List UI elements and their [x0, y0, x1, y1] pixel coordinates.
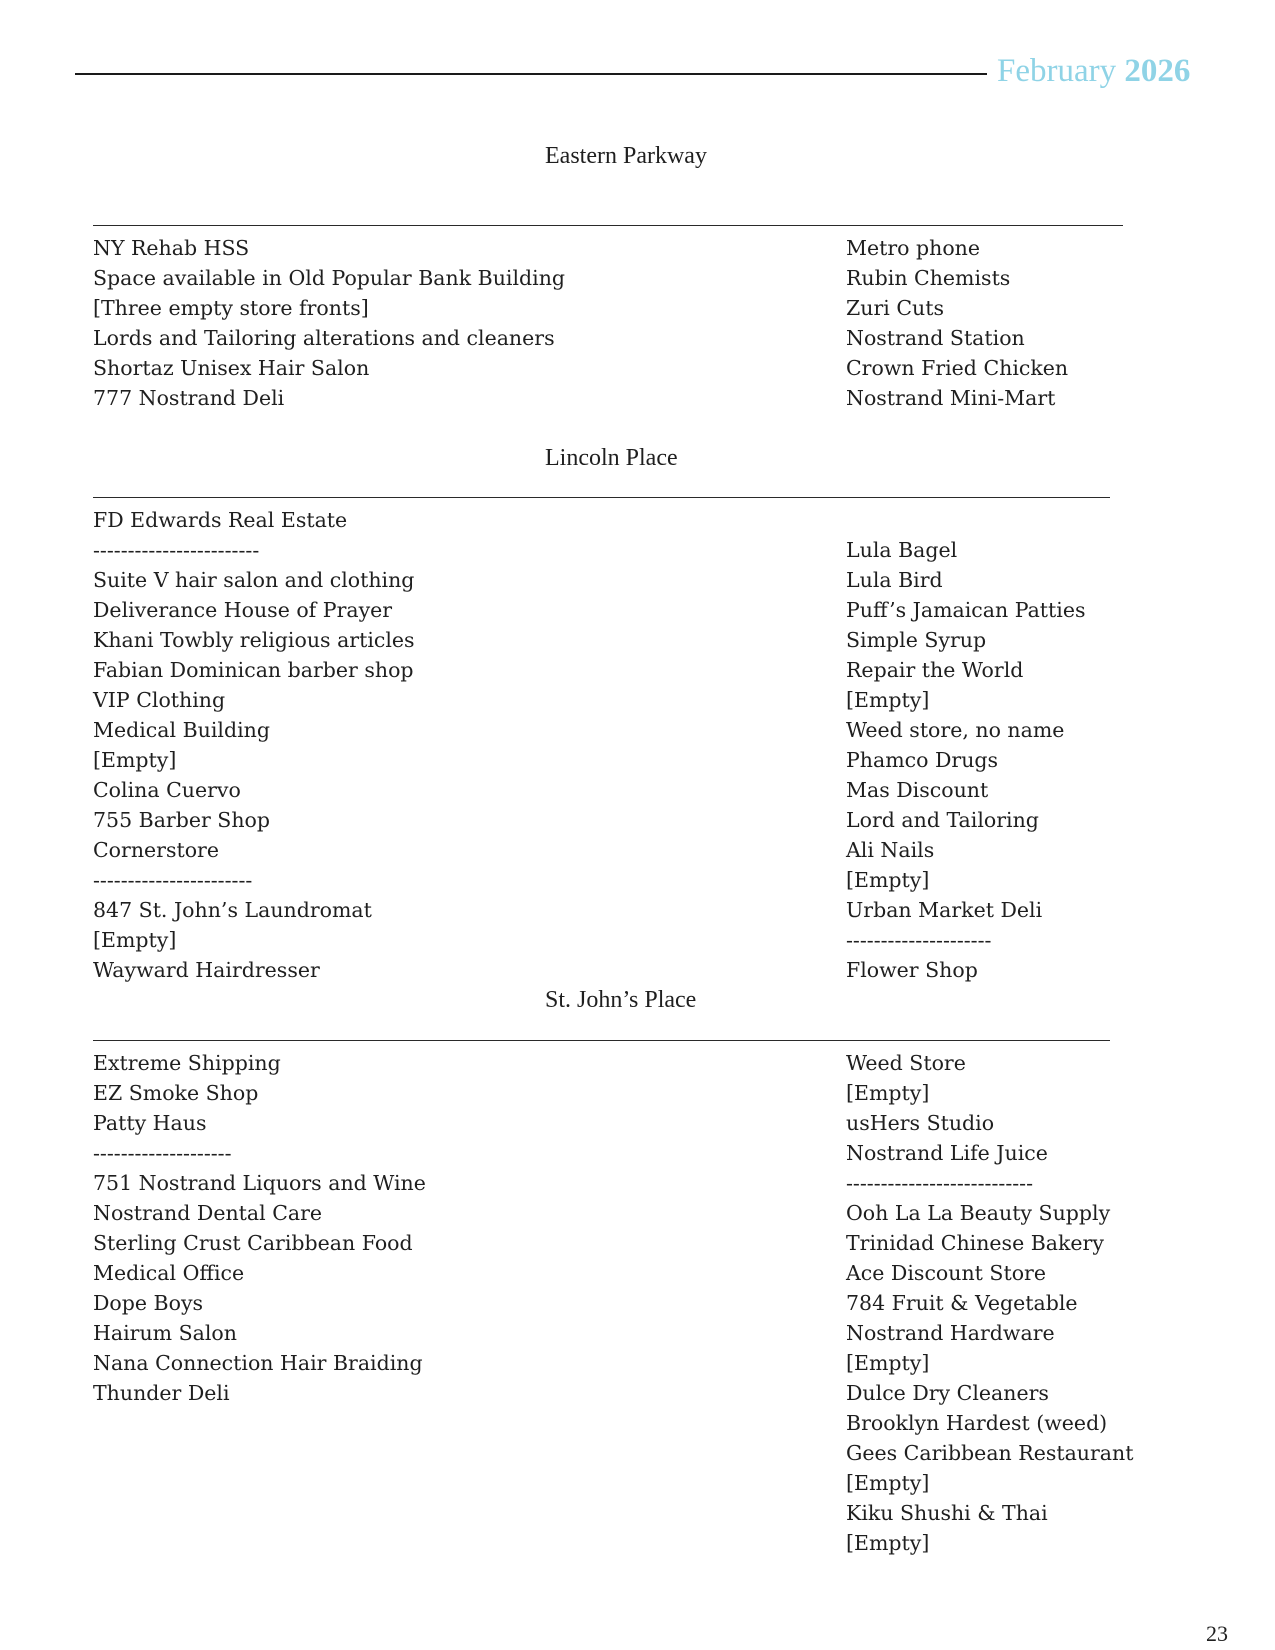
- business-entry: Nana Connection Hair Braiding: [93, 1351, 423, 1375]
- page-number: 23: [1206, 1621, 1228, 1646]
- business-entry: 784 Fruit & Vegetable: [846, 1291, 1078, 1315]
- business-entry: Deliverance House of Prayer: [93, 598, 393, 622]
- street-heading-eastern-parkway: Eastern Parkway: [545, 143, 707, 169]
- section-3-right-list: [846, 1048, 1133, 1558]
- business-entry: Repair the World: [846, 658, 1024, 682]
- business-entry: Rubin Chemists: [846, 266, 1011, 290]
- business-entry: Phamco Drugs: [846, 748, 999, 772]
- header-date: [997, 53, 1190, 90]
- business-entry: Simple Syrup: [846, 628, 987, 652]
- section-2-right-list: [846, 505, 1085, 985]
- business-entry: Nostrand Life Juice: [846, 1141, 1048, 1165]
- business-entry: Lords and Tailoring alterations and cleaners: [93, 326, 555, 350]
- header-rule: [75, 73, 987, 75]
- business-entry: Trinidad Chinese Bakery: [846, 1231, 1104, 1255]
- business-entry: Ali Nails: [846, 838, 935, 862]
- business-entry: Crown Fried Chicken: [846, 356, 1069, 380]
- header-year: 2026: [1124, 53, 1191, 89]
- business-entry: Nostrand Hardware: [846, 1321, 1055, 1345]
- section-1-right-list: [846, 233, 1068, 413]
- business-entry: usHers Studio: [846, 1111, 995, 1135]
- business-entry: Wayward Hairdresser: [93, 958, 320, 982]
- separator-dashes: ---------------------: [846, 928, 992, 952]
- section-rule: [93, 497, 1110, 498]
- business-entry: Gees Caribbean Restaurant: [846, 1441, 1134, 1465]
- separator-dashes: ------------------------: [93, 538, 260, 562]
- blank-row: [846, 505, 1085, 535]
- business-entry: Zuri Cuts: [846, 296, 944, 320]
- business-entry: 755 Barber Shop: [93, 808, 271, 832]
- business-entry: Hairum Salon: [93, 1321, 237, 1345]
- business-entry: Thunder Deli: [93, 1381, 230, 1405]
- business-entry: Urban Market Deli: [846, 898, 1043, 922]
- business-entry: 751 Nostrand Liquors and Wine: [93, 1171, 426, 1195]
- business-entry: [Three empty store fronts]: [93, 296, 369, 320]
- separator-dashes: -----------------------: [93, 868, 253, 892]
- business-entry: VIP Clothing: [93, 688, 226, 712]
- business-entry: Dulce Dry Cleaners: [846, 1381, 1049, 1405]
- business-entry: [Empty]: [846, 868, 930, 892]
- business-entry: [Empty]: [93, 928, 177, 952]
- business-entry: Shortaz Unisex Hair Salon: [93, 356, 370, 380]
- separator-dashes: ---------------------------: [846, 1171, 1034, 1195]
- business-entry: Dope Boys: [93, 1291, 204, 1315]
- business-entry: [Empty]: [93, 748, 177, 772]
- business-entry: Suite V hair salon and clothing: [93, 568, 415, 592]
- street-heading-st-johns-place: St. John’s Place: [545, 987, 697, 1013]
- street-heading-lincoln-place: Lincoln Place: [545, 445, 678, 471]
- section-2-left-list: [93, 505, 415, 985]
- section-3-left-list: [93, 1048, 426, 1408]
- business-entry: EZ Smoke Shop: [93, 1081, 259, 1105]
- business-entry: 777 Nostrand Deli: [93, 386, 285, 410]
- business-entry: Lula Bird: [846, 568, 943, 592]
- business-entry: Nostrand Station: [846, 326, 1025, 350]
- business-entry: Nostrand Dental Care: [93, 1201, 323, 1225]
- business-entry: Medical Building: [93, 718, 270, 742]
- business-entry: Khani Towbly religious articles: [93, 628, 415, 652]
- business-entry: [Empty]: [846, 1081, 930, 1105]
- business-entry: Patty Haus: [93, 1111, 207, 1135]
- business-entry: NY Rehab HSS: [93, 236, 250, 260]
- business-entry: Brooklyn Hardest (weed): [846, 1411, 1108, 1435]
- business-entry: Weed store, no name: [846, 718, 1065, 742]
- business-entry: Ooh La La Beauty Supply: [846, 1201, 1111, 1225]
- business-entry: Lord and Tailoring: [846, 808, 1039, 832]
- business-entry: [Empty]: [846, 688, 930, 712]
- business-entry: Metro phone: [846, 236, 981, 260]
- business-entry: Medical Office: [93, 1261, 245, 1285]
- business-entry: Space available in Old Popular Bank Building: [93, 266, 566, 290]
- business-entry: Extreme Shipping: [93, 1051, 281, 1075]
- business-entry: Weed Store: [846, 1051, 966, 1075]
- business-entry: Fabian Dominican barber shop: [93, 658, 414, 682]
- business-entry: FD Edwards Real Estate: [93, 508, 348, 532]
- section-1-left-list: [93, 233, 565, 413]
- business-entry: Kiku Shushi & Thai: [846, 1501, 1048, 1525]
- section-rule: [93, 225, 1123, 226]
- business-entry: [Empty]: [846, 1531, 930, 1555]
- business-entry: Puff’s Jamaican Patties: [846, 598, 1086, 622]
- business-entry: Colina Cuervo: [93, 778, 241, 802]
- business-entry: Lula Bagel: [846, 538, 958, 562]
- business-entry: Mas Discount: [846, 778, 989, 802]
- business-entry: Ace Discount Store: [846, 1261, 1046, 1285]
- business-entry: Cornerstore: [93, 838, 219, 862]
- header-month: February: [997, 53, 1117, 89]
- business-entry: 847 St. John’s Laundromat: [93, 898, 372, 922]
- section-rule: [93, 1040, 1110, 1041]
- business-entry: Nostrand Mini-Mart: [846, 386, 1056, 410]
- business-entry: [Empty]: [846, 1351, 930, 1375]
- business-entry: [Empty]: [846, 1471, 930, 1495]
- separator-dashes: --------------------: [93, 1141, 232, 1165]
- business-entry: Sterling Crust Caribbean Food: [93, 1231, 413, 1255]
- business-entry: Flower Shop: [846, 958, 978, 982]
